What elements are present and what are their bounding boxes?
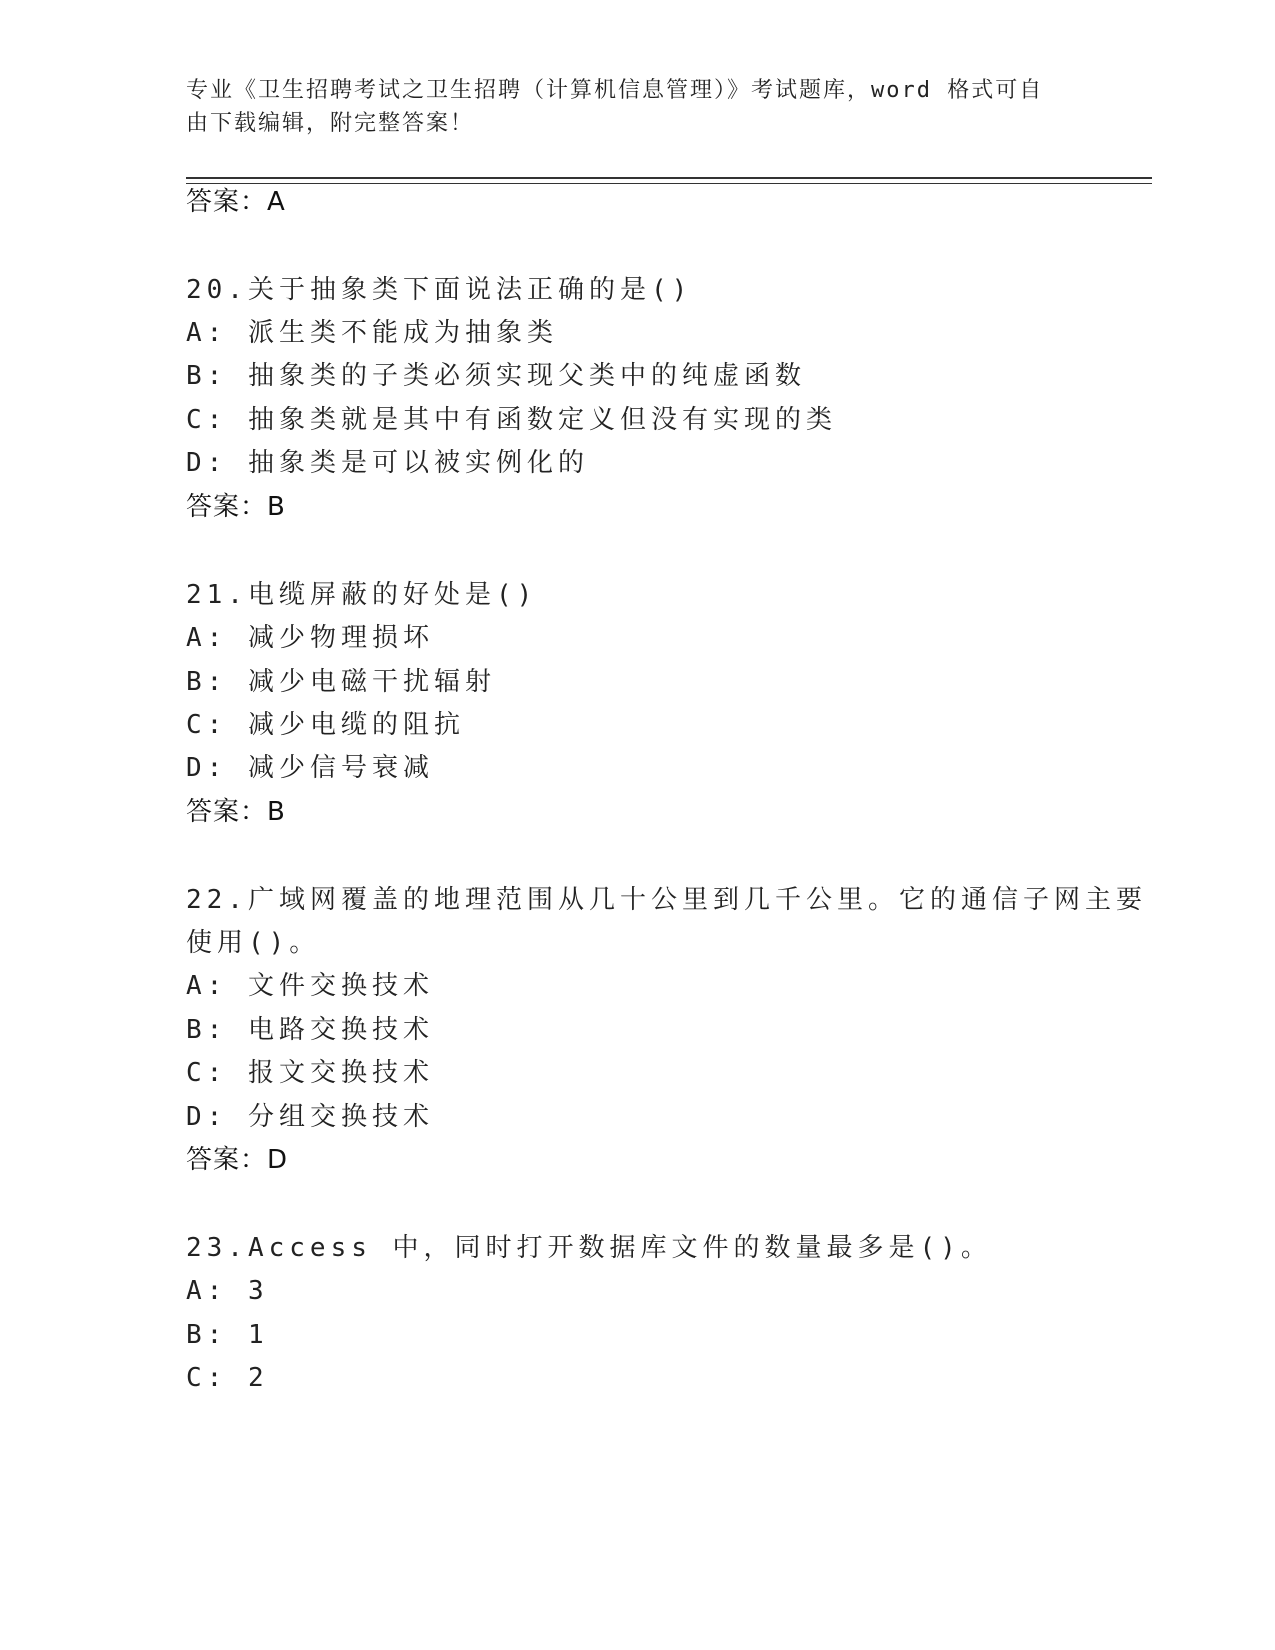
header-line-2: 由下载编辑，附完整答案！ [186, 111, 475, 136]
question-23-option-c: C: 2 [186, 1363, 269, 1393]
question-23-option-b: B: 1 [186, 1320, 269, 1350]
question-21-option-d: D: 减少信号衰减 [186, 753, 434, 783]
question-23-option-a: A: 3 [186, 1276, 269, 1306]
question-22-option-b: B: 电路交换技术 [186, 1015, 434, 1045]
question-22-stem: 22.广域网覆盖的地理范围从几十公里到几千公里。它的通信子网主要 [186, 885, 1147, 915]
answer-top: 答案：A [186, 187, 286, 217]
question-23-stem: 23.Access 中，同时打开数据库文件的数量最多是()。 [186, 1233, 992, 1263]
question-20-option-d: D: 抽象类是可以被实例化的 [186, 448, 589, 478]
question-22-option-c: C: 报文交换技术 [186, 1058, 434, 1088]
question-22-answer: 答案：D [186, 1145, 289, 1175]
question-20-stem: 20.关于抽象类下面说法正确的是() [186, 275, 693, 305]
question-20-option-c: C: 抽象类就是其中有函数定义但没有实现的类 [186, 405, 837, 435]
header-divider-thick [186, 177, 1152, 179]
question-21-answer: 答案：B [186, 797, 286, 827]
question-21-option-c: C: 减少电缆的阻抗 [186, 710, 465, 740]
question-22-option-d: D: 分组交换技术 [186, 1102, 434, 1132]
question-21-option-a: A: 减少物理损坏 [186, 623, 434, 653]
header-line-1: 专业《卫生招聘考试之卫生招聘（计算机信息管理）》考试题库，word 格式可自 [186, 78, 1044, 103]
question-20-option-a: A: 派生类不能成为抽象类 [186, 318, 558, 348]
question-22-option-a: A: 文件交换技术 [186, 971, 434, 1001]
question-21-option-b: B: 减少电磁干扰辐射 [186, 667, 496, 697]
question-21-stem: 21.电缆屏蔽的好处是() [186, 580, 538, 610]
document-header [186, 74, 1086, 140]
header-divider-thin [186, 183, 1152, 184]
question-20-option-b: B: 抽象类的子类必须实现父类中的纯虚函数 [186, 361, 806, 391]
question-22-stem-cont: 使用()。 [186, 928, 321, 958]
question-20-answer: 答案：B [186, 492, 286, 522]
